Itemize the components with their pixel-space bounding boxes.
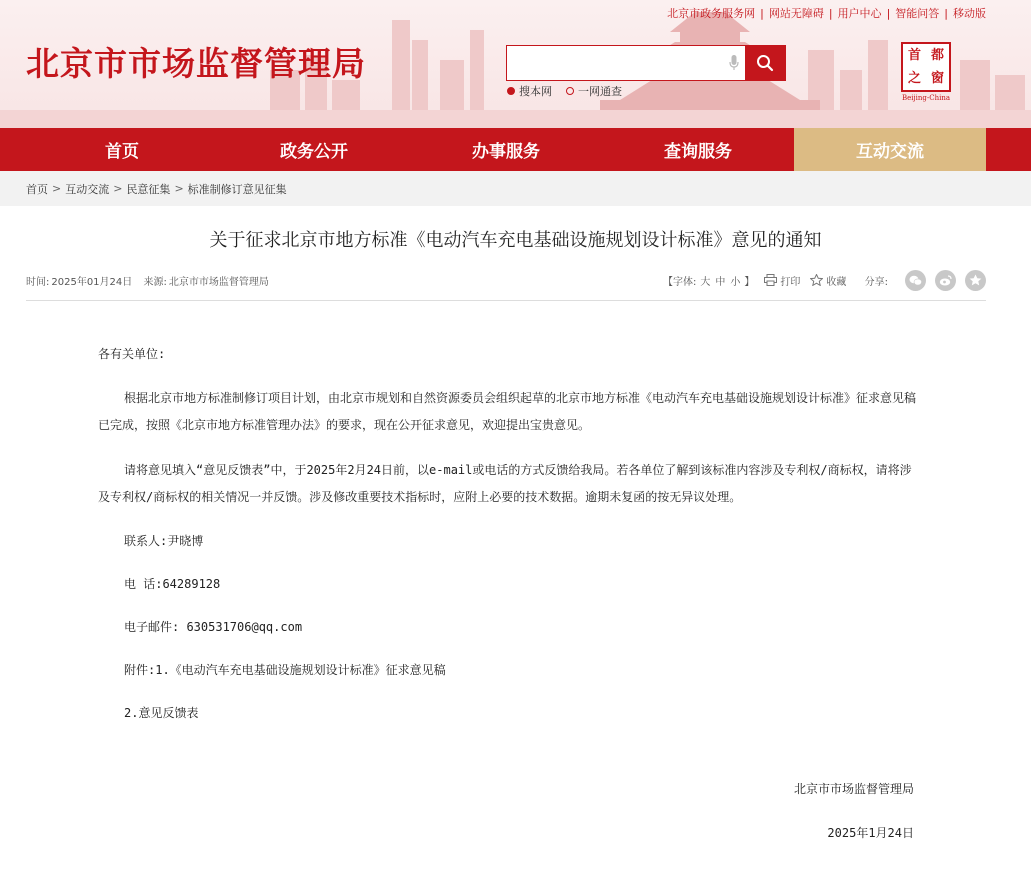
separator: | (944, 6, 948, 20)
separator: | (760, 6, 764, 20)
seal-subtitle: Beijing-China (901, 94, 951, 102)
radio-checked-icon (507, 87, 515, 95)
favorite-label: 收藏 (826, 276, 847, 288)
signature-block (794, 780, 914, 841)
print-label: 打印 (780, 276, 801, 288)
salutation: 各有关单位: (98, 347, 166, 361)
share-bar (865, 270, 986, 291)
font-label: 【字体: (663, 276, 697, 288)
favorite-button[interactable] (810, 273, 846, 288)
search-input[interactable] (507, 46, 723, 80)
seal-char: 窗 (930, 71, 944, 86)
star-outline-icon (810, 274, 823, 286)
breadcrumb-separator: > (52, 182, 62, 195)
contact-email: 电子邮件: 630531706@qq.com (124, 620, 303, 634)
separator: | (886, 6, 891, 20)
scope-site-label: 搜本网 (519, 85, 552, 98)
site-logo-title[interactable]: 北京市市场监督管理局 (26, 44, 366, 83)
star-icon (969, 274, 982, 286)
breadcrumb (0, 171, 1031, 206)
attachment-1[interactable]: 附件:1.《电动汽车充电基础设施规划设计标准》征求意见稿 (124, 663, 446, 677)
font-size-tool (663, 273, 754, 288)
share-label: 分享: (864, 276, 888, 288)
favorite-share-button[interactable] (965, 270, 986, 291)
publish-date: 2025年01月24日 (51, 276, 133, 288)
article-tools (663, 273, 846, 288)
article-body (98, 342, 918, 744)
nav-interaction[interactable]: 互动交流 (794, 128, 986, 171)
search-box (506, 45, 786, 81)
main-nav (0, 128, 1031, 171)
breadcrumb-home[interactable]: 首页 (26, 182, 48, 196)
scope-site-radio[interactable] (507, 83, 552, 99)
font-size-small[interactable]: 小 (730, 276, 741, 288)
search-scope (507, 83, 622, 99)
toplink-gov-service[interactable]: 北京市政务服务网 (667, 7, 756, 20)
search-button[interactable] (745, 46, 785, 80)
nav-query[interactable]: 查询服务 (664, 142, 732, 162)
font-size-large[interactable]: 大 (700, 276, 711, 288)
nav-gov-affairs[interactable]: 政务公开 (280, 142, 348, 162)
capital-window-logo[interactable] (898, 42, 954, 102)
nav-home[interactable]: 首页 (105, 142, 139, 162)
breadcrumb-separator: > (113, 182, 123, 195)
toplink-accessibility[interactable]: 网站无障碍 (768, 7, 824, 20)
breadcrumb-opinion[interactable]: 民意征集 (126, 182, 171, 196)
nav-services[interactable]: 办事服务 (472, 142, 540, 162)
breadcrumb-interaction[interactable]: 互动交流 (65, 182, 110, 196)
seal-box (901, 42, 951, 92)
paragraph-2: 请将意见填入“意见反馈表”中，于2025年2月24日前，以e-mail或电话的方式反馈给我局。若各单位了解到该标准内容涉及专利权/商标权，请将涉及专利权/商标权的相关情况一并反馈。涉及修改重要技术指标时，应附上必要的技术数据。逾期未复函的按无异议处理。 (98, 463, 912, 504)
contact-phone: 电 话:64289128 (124, 577, 221, 591)
font-size-medium[interactable]: 中 (715, 276, 726, 288)
seal-char: 之 (907, 71, 921, 86)
breadcrumb-separator: > (174, 182, 184, 195)
printer-icon (764, 274, 777, 286)
article-title: 关于征求北京市地方标准《电动汽车充电基础设施规划设计标准》意见的通知 (209, 230, 822, 251)
wechat-icon (909, 275, 922, 286)
radio-unchecked-icon (566, 87, 574, 95)
signature-org: 北京市市场监督管理局 (793, 782, 914, 796)
scope-all-label: 一网通查 (578, 85, 622, 98)
contact-person: 联系人:尹晓博 (124, 534, 204, 548)
print-button[interactable] (764, 273, 800, 288)
attachment-2[interactable]: 2.意见反馈表 (124, 706, 199, 720)
time-label: 时间: (26, 276, 50, 288)
toplink-user-center[interactable]: 用户中心 (837, 7, 882, 20)
top-links (667, 5, 986, 21)
divider (26, 300, 986, 301)
seal-char: 都 (930, 48, 944, 63)
search-icon (756, 54, 774, 72)
source-name: 北京市市场监督管理局 (168, 276, 269, 288)
toplink-smart-qa[interactable]: 智能问答 (895, 7, 940, 20)
breadcrumb-current[interactable]: 标准制修订意见征集 (187, 182, 287, 196)
microphone-icon[interactable] (723, 46, 745, 80)
wechat-share-button[interactable] (905, 270, 926, 291)
separator: | (828, 6, 833, 20)
signature-date: 2025年1月24日 (827, 826, 914, 840)
article-meta (26, 266, 986, 294)
seal-char: 首 (907, 48, 921, 63)
meta-info (26, 273, 277, 288)
site-header (0, 0, 1031, 128)
scope-all-radio[interactable] (566, 83, 622, 99)
source-label: 来源: (143, 276, 167, 288)
toplink-mobile[interactable]: 移动版 (953, 7, 986, 20)
weibo-share-button[interactable] (935, 270, 956, 291)
paragraph-1: 根据北京市地方标准制修订项目计划，由北京市规划和自然资源委员会组织起草的北京市地方标准《电动汽车充电基础设施规划设计标准》征求意见稿已完成，按照《北京市地方标准管理办法》的要求，现在公开征求意见，欢迎提出宝贵意见。 (98, 391, 917, 432)
weibo-icon (939, 275, 952, 286)
font-label-close: 】 (744, 276, 755, 288)
